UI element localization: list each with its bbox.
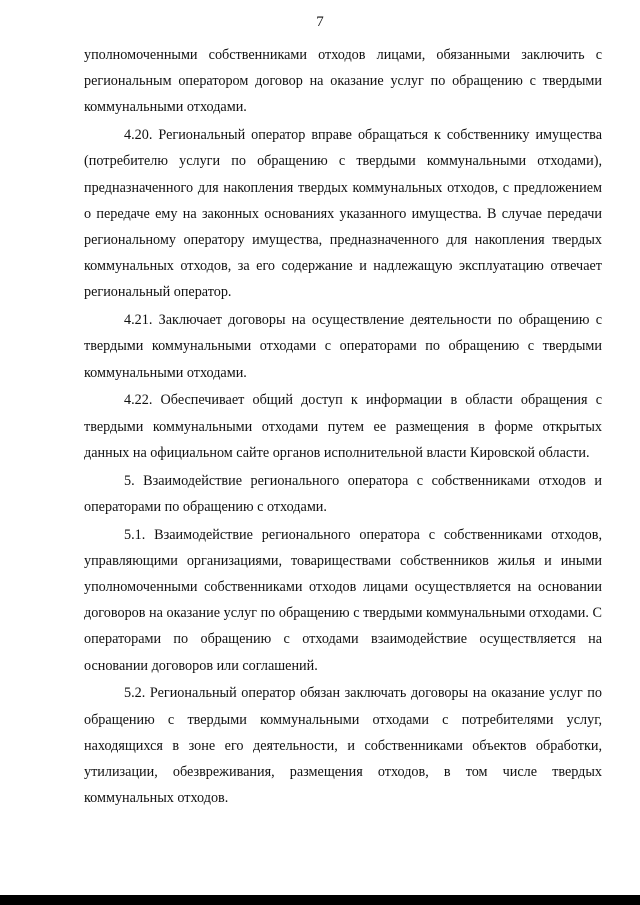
paragraph-5-2: 5.2. Региональный оператор обязан заключать договоры на оказание услуг по обращению с твердыми коммунальными отходами с потребителями услуг, находящихся в зоне его деятельности, и собственниками объектов обработки, утилизации, обезвреживания, размещения отходов, в том числе твердых коммунальных отходов. <box>84 685 602 807</box>
paragraph-5-1: 5.1. Взаимодействие регионального оператора с собственниками отходов, управляющими организациями, товариществами собственников жилья и иными уполномоченными собственниками отходов лицами осуществляется на основании договоров на оказание услуг по обращению с твердыми коммунальными отходами. С операторами по обращению с отходами взаимодействие осуществляется на основании договоров или соглашений. <box>84 526 602 674</box>
section-5-heading: 5. Взаимодействие регионального оператора с собственниками отходов и операторами по обращению с отходами. <box>84 472 602 515</box>
paragraph-4-22: 4.22. Обеспечивает общий доступ к информации в области обращения с твердыми коммунальными отходами путем ее размещения в форме открытых данных на официальном сайте органов исполнительной власти Кировской области. <box>84 392 602 461</box>
page-number: 7 <box>316 14 324 30</box>
paragraph-4-20: 4.20. Региональный оператор вправе обращаться к собственнику имущества (потребителю услуги по обращению с твердыми коммунальными отходами), предназначенного для накопления твердых коммунальных отходов, с предложением о передаче ему на законных основаниях указанного имущества. В случае передачи региональному оператору имущества, предназначенного для накопления твердых коммунальных отходов, за его содержание и надлежащую эксплуатацию отвечает региональный оператор. <box>84 127 602 301</box>
scan-bottom-edge <box>0 895 640 905</box>
document-body <box>84 42 602 813</box>
paragraph-4-21: 4.21. Заключает договоры на осуществление деятельности по обращению с твердыми коммунальными отходами с операторами по обращению с твердыми коммунальными отходами. <box>84 312 602 381</box>
paragraph-continuation: уполномоченными собственниками отходов лицами, обязанными заключить с региональным оператором договор на оказание услуг по обращению с твердыми коммунальными отходами. <box>84 47 602 116</box>
